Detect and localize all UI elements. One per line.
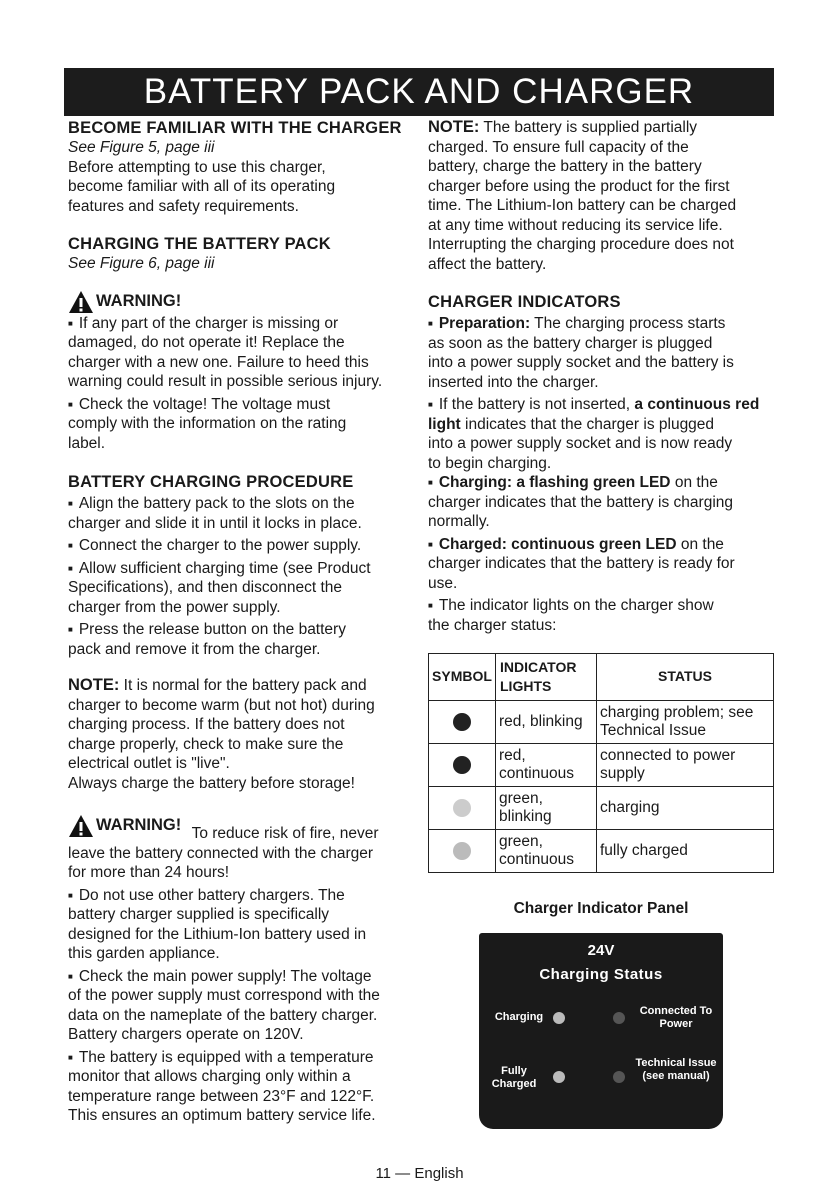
status-cell: charging problem; see Technical Issue xyxy=(597,701,774,744)
familiar-heading: BECOME FAMILIAR WITH THE CHARGER xyxy=(68,119,402,137)
red-continuous-led-icon xyxy=(453,756,471,774)
indicator-charged: ■ Charged: continuous green LED on the charger indicates that the battery is ready for use. xyxy=(428,535,774,594)
table-row xyxy=(429,787,774,830)
familiar-ref: See Figure 5, page iii xyxy=(68,139,215,156)
warning-bullet-temperature: ■ The battery is equipped with a temperature monitor that allows charging only within a temperature range between 23°F and 122°F. This ensures an optimum battery service life. xyxy=(68,1048,413,1126)
charger-indicator-panel xyxy=(479,933,723,1129)
table-row xyxy=(429,701,774,744)
table-header-row xyxy=(429,654,774,701)
charging-ref: See Figure 6, page iii xyxy=(68,255,215,272)
warning-bullet-other-chargers: ■ Do not use other battery chargers. The battery charger supplied is specifically designed for the Lithium-Ion battery used in this garden appliance. xyxy=(68,886,413,964)
procedure-step-connect: ■ Connect the charger to the power supply. xyxy=(68,536,413,556)
red-blinking-led-icon xyxy=(453,713,471,731)
light-cell: red, continuous xyxy=(496,744,597,787)
note-supplied: NOTE: The battery is supplied partially charged. To ensure full capacity of the battery, charge the battery in the battery charger before using the product for the first time. The Lithium-Ion battery can be charged at any time without reducing its service life. Interrupting the charging procedure does not affect the battery. xyxy=(428,118,737,273)
procedure-step-align: ■ Align the battery pack to the slots on the charger and slide it in until it locks in place. xyxy=(68,494,413,533)
panel-label-connected: Connected To Power xyxy=(639,1004,713,1030)
section-banner: BATTERY PACK AND CHARGER xyxy=(64,68,774,116)
light-cell: green, blinking xyxy=(496,787,597,830)
panel-caption: Charger Indicator Panel xyxy=(513,900,689,917)
panel-label-charging: Charging xyxy=(494,1010,544,1023)
warning-bullet-main-power: ■ Check the main power supply! The voltage of the power supply must correspond with the data on the nameplate of the battery charger. Battery chargers operate on 120V. xyxy=(68,967,413,1045)
indicator-not-inserted: ■ If the battery is not inserted, a continuous red light indicates that the charger is plugged into a power supply socket and is now ready to begin charging. xyxy=(428,395,774,473)
status-cell: connected to power supply xyxy=(597,744,774,787)
header-status: STATUS xyxy=(597,654,774,701)
right-column xyxy=(428,118,774,1129)
charging-led-icon xyxy=(553,1012,565,1024)
page-footer: 11 — English xyxy=(375,1165,464,1182)
green-continuous-led-icon xyxy=(453,842,471,860)
procedure-heading: BATTERY CHARGING PROCEDURE xyxy=(68,473,354,491)
procedure-step-time: ■ Allow sufficient charging time (see Product Specifications), and then disconnect the charger from the power supply. xyxy=(68,559,413,618)
fully-charged-led-icon xyxy=(553,1071,565,1083)
light-cell: red, blinking xyxy=(496,701,597,744)
warning-icon xyxy=(68,290,94,314)
indicator-table xyxy=(428,653,774,873)
technical-led-icon xyxy=(613,1071,625,1083)
warning-bullet-missing: ■ If any part of the charger is missing or damaged, do not operate it! Replace the charger with a new one. Failure to heed this warning could result in possible serious injury. xyxy=(68,314,413,392)
indicator-lights: ■ The indicator lights on the charger show the charger status: xyxy=(428,596,774,635)
indicator-charging: ■ Charging: a flashing green LED on the charger indicates that the battery is charging normally. xyxy=(428,473,774,532)
panel-title: Charging Status xyxy=(539,965,663,983)
panel-label-technical: Technical Issue (see manual) xyxy=(635,1056,717,1082)
indicator-preparation: ■ Preparation: The charging process starts as soon as the battery charger is plugged into a power supply socket and the battery is inserted into the charger. xyxy=(428,314,774,392)
note-warm: NOTE: It is normal for the battery pack and charger to become warm (but not hot) during charging process. If the battery does not charge properly, check to make sure the electrical outlet is "live". Always charge the battery before storage! xyxy=(68,676,375,792)
table-row xyxy=(429,744,774,787)
green-blinking-led-icon xyxy=(453,799,471,817)
table-row xyxy=(429,830,774,873)
connected-led-icon xyxy=(613,1012,625,1024)
status-cell: fully charged xyxy=(597,830,774,873)
indicators-heading: CHARGER INDICATORS xyxy=(428,293,621,311)
charging-heading: CHARGING THE BATTERY PACK xyxy=(68,235,331,253)
header-indicator: INDICATOR LIGHTS xyxy=(496,654,597,701)
warning-fire: WARNING! To reduce risk of fire, never leave the battery connected with the charger for more than 24 hours! xyxy=(68,814,413,883)
warning-label: WARNING! xyxy=(68,290,413,314)
light-cell: green, continuous xyxy=(496,830,597,873)
warning-bullet-voltage: ■ Check the voltage! The voltage must comply with the information on the rating label. xyxy=(68,395,413,454)
left-column xyxy=(68,118,413,1126)
header-symbol: SYMBOL xyxy=(429,654,496,701)
panel-voltage: 24V xyxy=(587,941,615,959)
familiar-text: Before attempting to use this charger, become familiar with all of its operating features and safety requirements. xyxy=(68,158,336,215)
panel-label-fully-charged: Fully Charged xyxy=(491,1064,537,1090)
status-cell: charging xyxy=(597,787,774,830)
procedure-step-release: ■ Press the release button on the battery pack and remove it from the charger. xyxy=(68,620,413,659)
warning-icon xyxy=(68,814,94,838)
